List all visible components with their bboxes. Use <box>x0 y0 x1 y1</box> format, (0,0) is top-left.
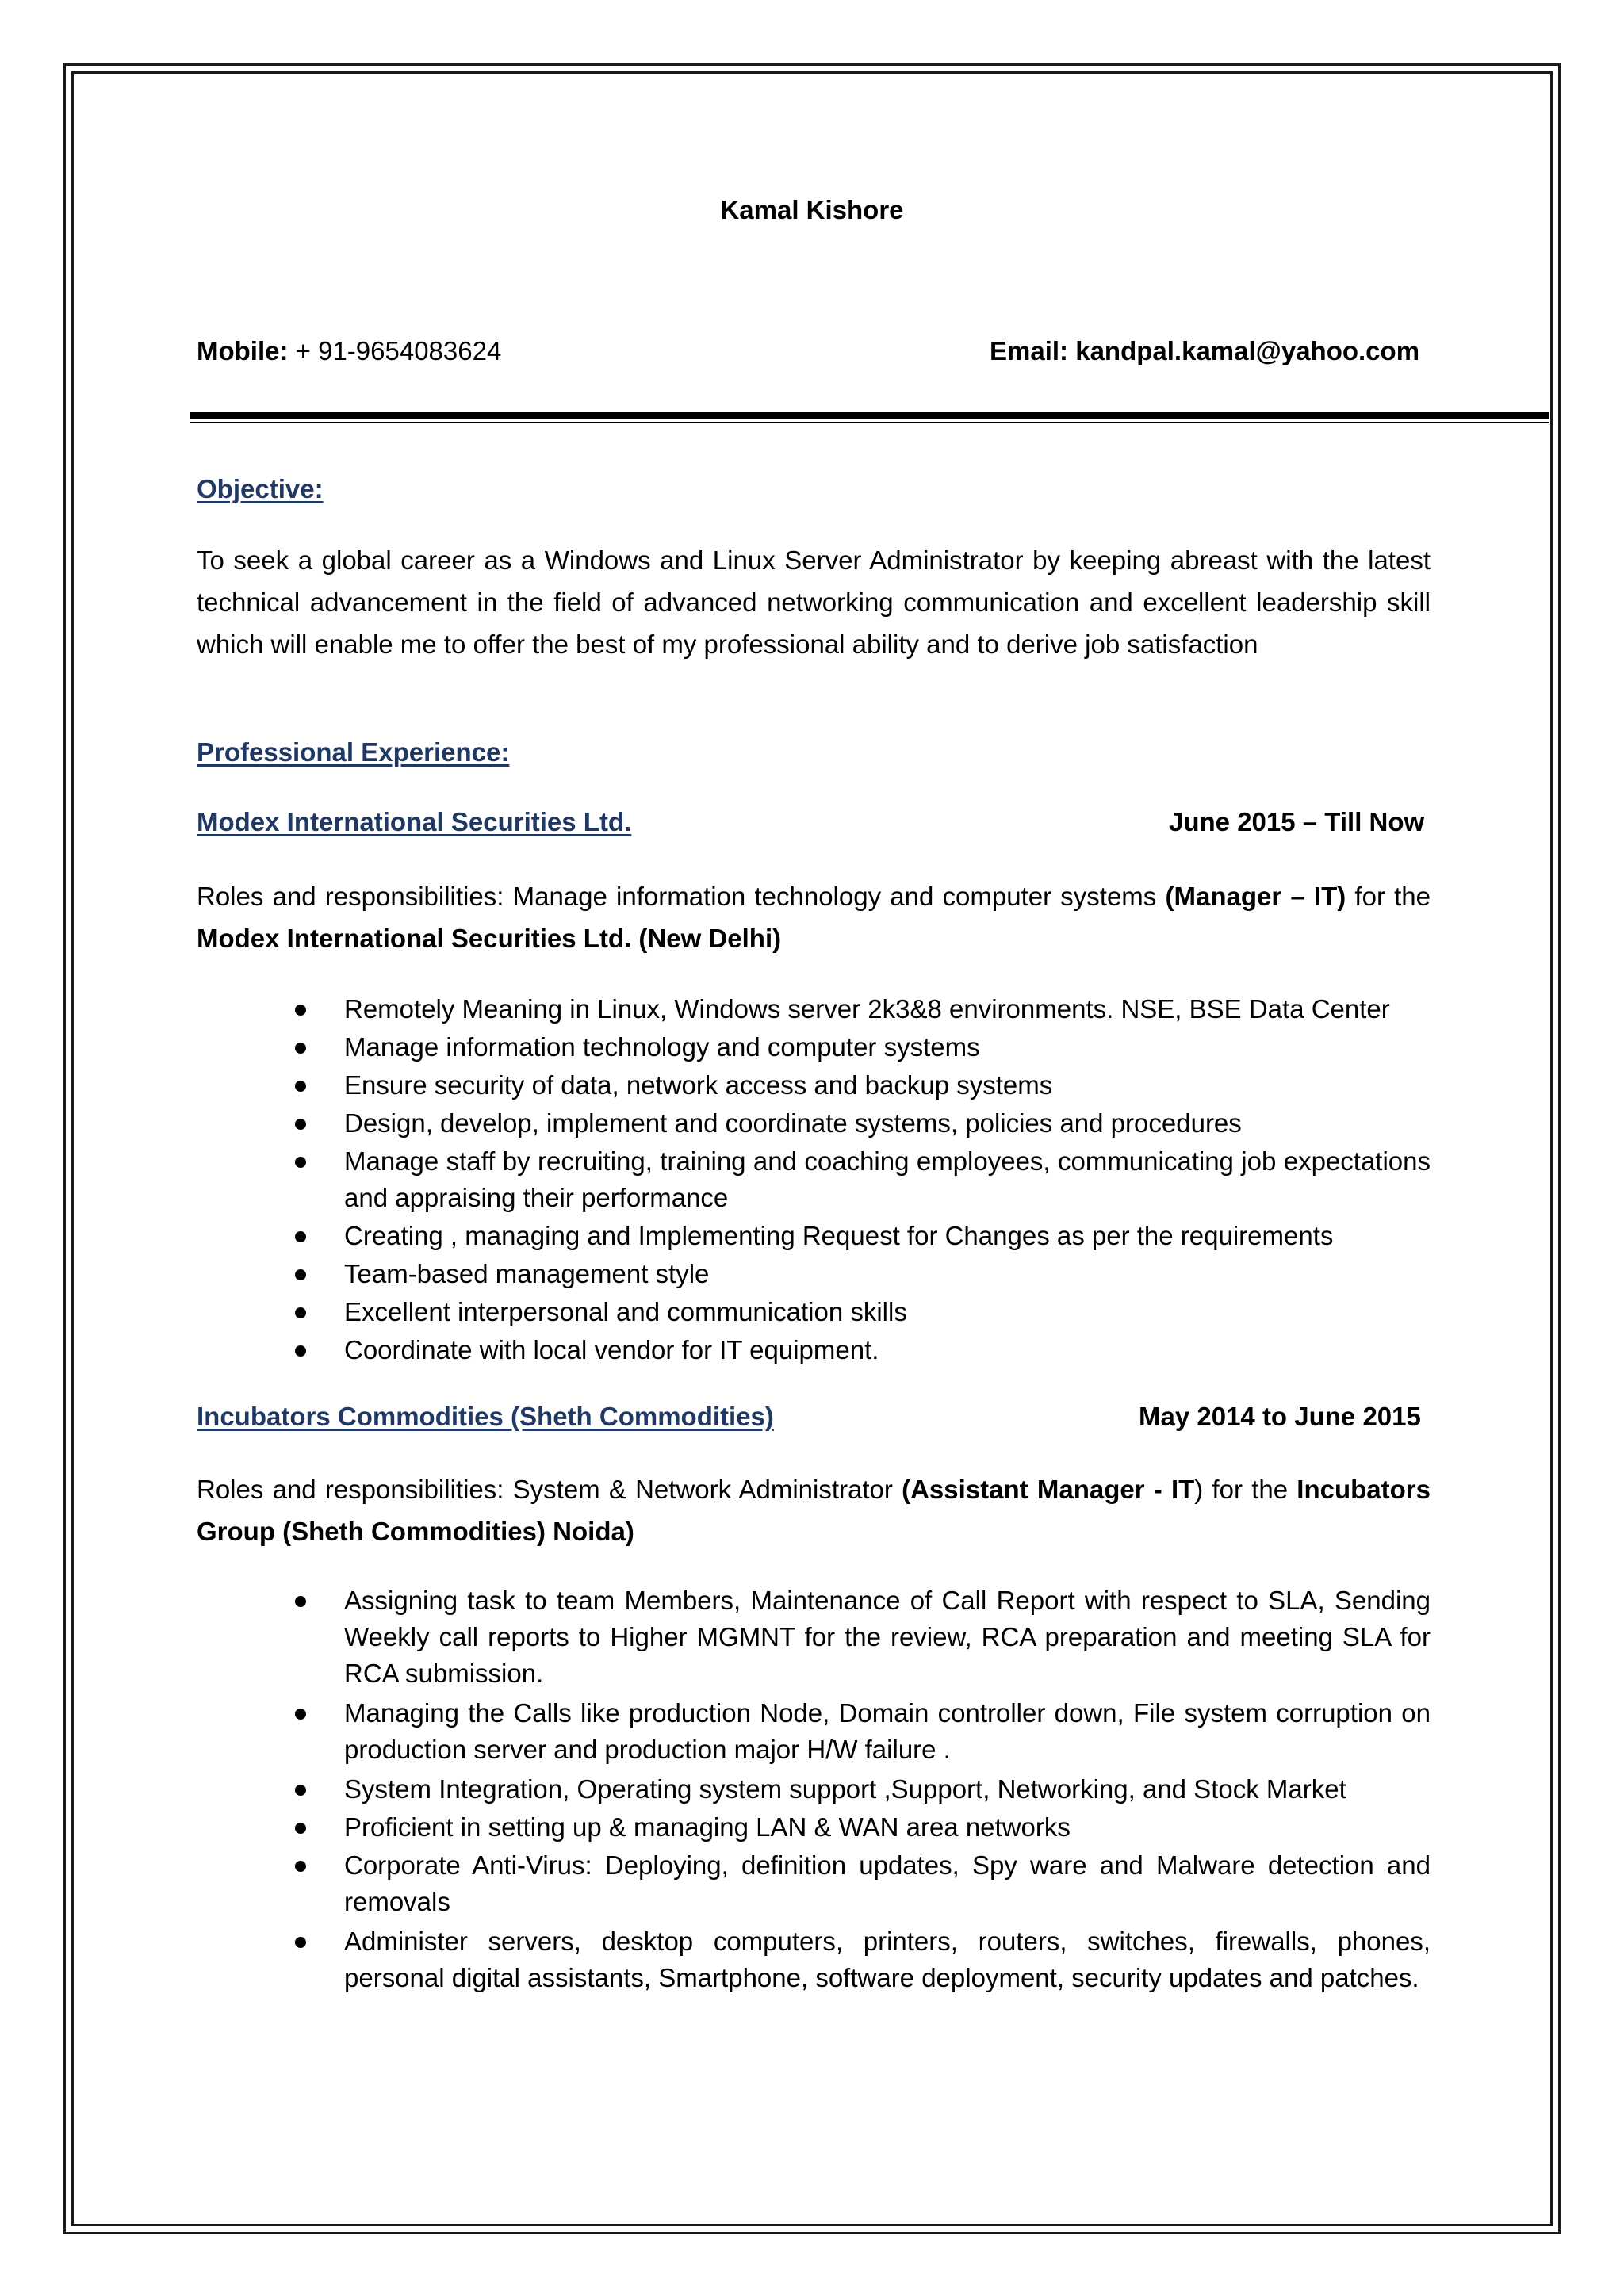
list-item: Creating , managing and Implementing Request for Changes as per the requirements <box>198 1218 1431 1254</box>
objective-text: To seek a global career as a Windows and Linux Server Administrator by keeping abreast with the latest technical advancement in the field of advanced networking communication and excellent leadership skill which will enable me to offer the best of my professional ability and to derive job satisfaction <box>197 545 1431 659</box>
bullet-icon <box>295 1269 306 1280</box>
email-value: kandpal.kamal@yahoo.com <box>1075 336 1420 365</box>
list-item: Administer servers, desktop computers, printers, routers, switches, firewalls, phones, personal digital assistants, Smartphone, software deployment, security updates and patches. <box>198 1923 1431 1996</box>
job-1-company: Modex International Securities Ltd. <box>197 807 632 836</box>
bullet-icon <box>295 1157 306 1168</box>
email-label: Email: <box>990 336 1069 365</box>
list-item: Managing the Calls like production Node, Domain controller down, File system corruption on production server and production major H/W failure . <box>198 1695 1431 1768</box>
job-1-dates: June 2015 – Till Now <box>1169 807 1425 836</box>
list-item: Team-based management style <box>198 1256 1431 1292</box>
bullet-icon <box>295 1596 306 1607</box>
job-2-roles <box>197 1468 1431 1552</box>
email-line <box>990 336 1419 366</box>
job-2-company: Incubators Commodities (Sheth Commodities) <box>197 1402 774 1431</box>
list-item: Manage information technology and computer systems <box>198 1029 1431 1066</box>
candidate-name: Kamal Kishore <box>720 195 904 224</box>
objective-heading: Objective: <box>197 474 324 503</box>
list-item: Manage staff by recruiting, training and coaching employees, communicating job expectations and appraising their performance <box>198 1143 1431 1216</box>
header-divider-thick <box>190 412 1549 419</box>
bullet-icon <box>295 1307 306 1318</box>
bullet-icon <box>295 1043 306 1054</box>
bullet-icon <box>295 1823 306 1834</box>
bullet-icon <box>295 1785 306 1796</box>
job-1-roles-mid: for the <box>1346 882 1431 911</box>
bullet-icon <box>295 1119 306 1130</box>
bullet-icon <box>295 1937 306 1948</box>
list-item: Assigning task to team Members, Maintenance of Call Report with respect to SLA, Sending Weekly call reports to Higher MGMNT for the review, RCA preparation and meeting SLA for RCA submission. <box>198 1582 1431 1692</box>
job-1-roles-company: Modex International Securities Ltd. (New Delhi) <box>197 924 782 953</box>
list-item: Corporate Anti-Virus: Deploying, definition updates, Spy ware and Malware detection and removals <box>198 1847 1431 1920</box>
bullet-icon <box>295 1709 306 1720</box>
list-item: Excellent interpersonal and communication skills <box>198 1294 1431 1330</box>
job-2-dates: May 2014 to June 2015 <box>1139 1402 1421 1431</box>
bullet-icon <box>295 1081 306 1092</box>
job-2-roles-prefix: Roles and responsibilities: System & Network Administrator <box>197 1475 902 1504</box>
list-item: Ensure security of data, network access and backup systems <box>198 1067 1431 1104</box>
list-item: Proficient in setting up & managing LAN & WAN area networks <box>198 1809 1431 1846</box>
experience-heading: Professional Experience: <box>197 737 510 767</box>
job-1-roles-prefix: Roles and responsibilities: Manage information technology and computer systems <box>197 882 1166 911</box>
list-item: Remotely Meaning in Linux, Windows server 2k3&8 environments. NSE, BSE Data Center <box>198 991 1431 1027</box>
list-item: System Integration, Operating system support ,Support, Networking, and Stock Market <box>198 1771 1431 1808</box>
job-2-bullet-list <box>198 1582 1431 1996</box>
bullet-icon <box>295 1004 306 1016</box>
mobile-line <box>197 336 501 366</box>
list-item: Coordinate with local vendor for IT equipment. <box>198 1332 1431 1368</box>
list-item: Design, develop, implement and coordinate systems, policies and procedures <box>198 1105 1431 1142</box>
job-1-roles-title: (Manager – IT) <box>1165 882 1346 911</box>
bullet-icon <box>295 1345 306 1357</box>
bullet-icon <box>295 1861 306 1872</box>
mobile-value: + 91-9654083624 <box>295 336 502 365</box>
job-2-roles-company: Incubators Group (Sheth Commodities) Noida) <box>197 1475 1431 1546</box>
job-1-bullet-list <box>198 991 1431 1370</box>
header-divider-thin <box>190 422 1549 423</box>
job-1-roles <box>197 875 1431 959</box>
mobile-label: Mobile: <box>197 336 289 365</box>
job-2-roles-title: (Assistant Manager - IT <box>902 1475 1195 1504</box>
job-2-roles-mid: ) for the <box>1194 1475 1297 1504</box>
bullet-icon <box>295 1231 306 1242</box>
